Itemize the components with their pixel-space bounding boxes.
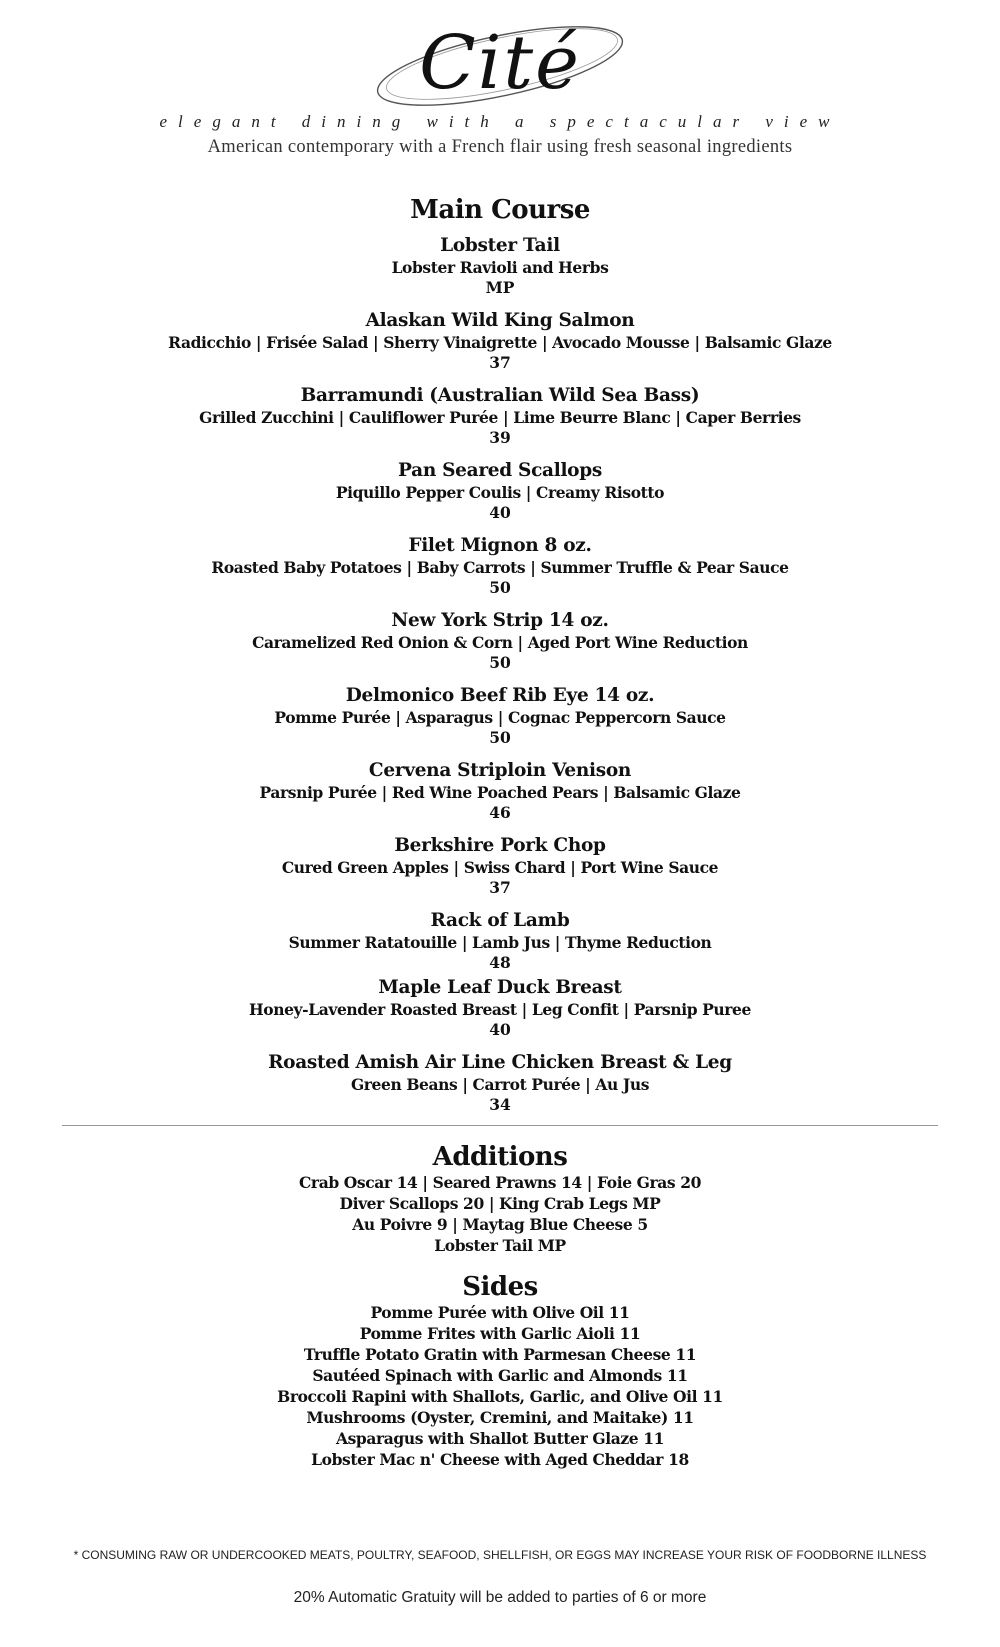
- tagline: elegant dining with a spectacular view: [159, 112, 841, 131]
- dish-item: [0, 1052, 1000, 1115]
- dish-item: [0, 685, 1000, 748]
- dish-description: Roasted Baby Potatoes | Baby Carrots | Summer Truffle & Pear Sauce: [211, 558, 789, 577]
- side-item: Sautéed Spinach with Garlic and Almonds 11: [312, 1366, 688, 1385]
- dish-item: [0, 977, 1000, 1040]
- additions-line: Au Poivre 9 | Maytag Blue Cheese 5: [352, 1215, 648, 1234]
- dish-name: Pan Seared Scallops: [398, 460, 602, 481]
- dish-description: Piquillo Pepper Coulis | Creamy Risotto: [335, 483, 665, 502]
- dish-name: Alaskan Wild King Salmon: [365, 310, 635, 331]
- dish-description: Radicchio | Frisée Salad | Sherry Vinaigrette | Avocado Mousse | Balsamic Glaze: [168, 333, 832, 352]
- subtitle: American contemporary with a French flair using fresh seasonal ingredients: [207, 137, 793, 157]
- dish-item: [0, 910, 1000, 973]
- dish-description: Pomme Purée | Asparagus | Cognac Peppercorn Sauce: [274, 708, 726, 727]
- dish-item: [0, 310, 1000, 373]
- dish-item: [0, 535, 1000, 598]
- side-item: Pomme Frites with Garlic Aioli 11: [359, 1324, 641, 1343]
- dish-description: Grilled Zucchini | Cauliflower Purée | Lime Beurre Blanc | Caper Berries: [199, 408, 801, 427]
- dish-price: 50: [489, 728, 511, 747]
- dish-price: 39: [489, 428, 511, 447]
- side-item: Broccoli Rapini with Shallots, Garlic, and Olive Oil 11: [277, 1387, 723, 1406]
- dish-description: Parsnip Purée | Red Wine Poached Pears | Balsamic Glaze: [259, 783, 741, 802]
- logo-text: Cité: [419, 20, 581, 106]
- side-item: Asparagus with Shallot Butter Glaze 11: [335, 1429, 665, 1448]
- dish-item: [0, 760, 1000, 823]
- side-item: Pomme Purée with Olive Oil 11: [370, 1303, 630, 1322]
- dish-description: Caramelized Red Onion & Corn | Aged Port Wine Reduction: [252, 633, 748, 652]
- dish-name: Lobster Tail: [440, 235, 560, 256]
- section-title-sides: Sides: [462, 1272, 538, 1302]
- dish-description: Cured Green Apples | Swiss Chard | Port Wine Sauce: [281, 858, 719, 877]
- dish-price: MP: [485, 278, 515, 297]
- dish-name: Filet Mignon 8 oz.: [408, 535, 592, 556]
- dish-price: 46: [489, 803, 511, 822]
- additions-line: Diver Scallops 20 | King Crab Legs MP: [339, 1194, 661, 1213]
- dish-item: [0, 460, 1000, 523]
- side-item: Truffle Potato Gratin with Parmesan Cheese 11: [303, 1345, 697, 1364]
- gratuity-notice: 20% Automatic Gratuity will be added to parties of 6 or more: [293, 1589, 707, 1606]
- side-item: Lobster Mac n' Cheese with Aged Cheddar 18: [311, 1450, 689, 1469]
- dish-description: Lobster Ravioli and Herbs: [391, 258, 609, 277]
- dish-name: Roasted Amish Air Line Chicken Breast & Leg: [268, 1052, 732, 1073]
- dish-price: 50: [489, 578, 511, 597]
- dish-name: New York Strip 14 oz.: [391, 610, 609, 631]
- dish-description: Green Beans | Carrot Purée | Au Jus: [350, 1075, 650, 1094]
- dish-price: 37: [489, 353, 511, 372]
- dish-price: 40: [489, 503, 511, 522]
- dish-name: Cervena Striploin Venison: [368, 760, 632, 781]
- side-item: Mushrooms (Oyster, Cremini, and Maitake) 11: [306, 1408, 694, 1427]
- health-disclaimer: * CONSUMING RAW OR UNDERCOOKED MEATS, POULTRY, SEAFOOD, SHELLFISH, OR EGGS MAY INCREASE YOUR RISK OF FOODBORNE ILLNESS: [73, 1548, 927, 1562]
- additions-list: [0, 1172, 1000, 1256]
- dish-description: Honey-Lavender Roasted Breast | Leg Confit | Parsnip Puree: [249, 1000, 751, 1019]
- dish-price: 37: [489, 878, 511, 897]
- dish-item: [0, 385, 1000, 448]
- section-divider: [62, 1125, 938, 1126]
- dish-name: Delmonico Beef Rib Eye 14 oz.: [345, 685, 655, 706]
- additions-line: Crab Oscar 14 | Seared Prawns 14 | Foie Gras 20: [299, 1173, 701, 1192]
- restaurant-logo: [350, 8, 650, 118]
- dish-item: [0, 610, 1000, 673]
- dish-price: 48: [489, 953, 511, 972]
- dish-name: Barramundi (Australian Wild Sea Bass): [300, 385, 700, 406]
- dish-name: Maple Leaf Duck Breast: [378, 977, 622, 998]
- section-title-additions: Additions: [432, 1142, 568, 1172]
- dish-price: 40: [489, 1020, 511, 1039]
- logo-swash-icon: [350, 8, 650, 118]
- dish-name: Berkshire Pork Chop: [394, 835, 606, 856]
- dish-item: [0, 835, 1000, 898]
- dish-name: Rack of Lamb: [430, 910, 570, 931]
- dish-item: [0, 235, 1000, 298]
- sides-list: [0, 1302, 1000, 1470]
- dish-price: 34: [489, 1095, 511, 1114]
- additions-line: Lobster Tail MP: [434, 1236, 566, 1255]
- section-title-main-course: Main Course: [410, 195, 590, 225]
- dish-price: 50: [489, 653, 511, 672]
- dish-description: Summer Ratatouille | Lamb Jus | Thyme Reduction: [288, 933, 712, 952]
